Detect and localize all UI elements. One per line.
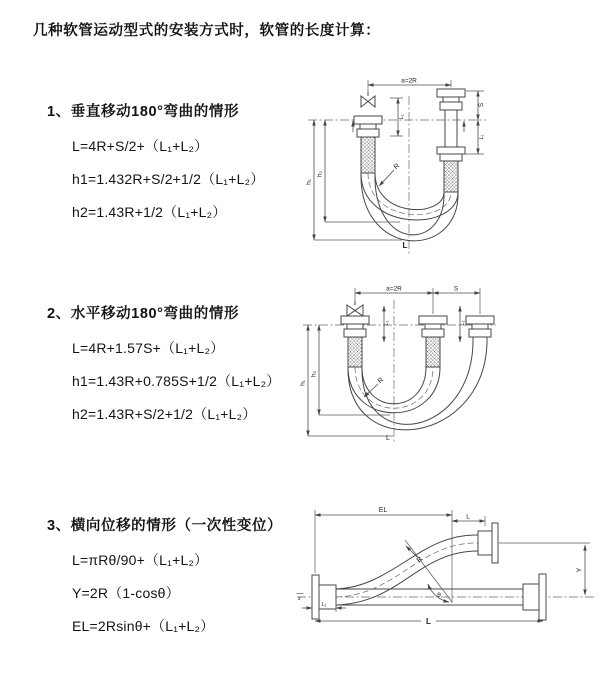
section-3-heading: 3、横向位移的情形（一次性变位） — [47, 518, 283, 534]
centerlines — [305, 96, 486, 256]
section-1-formulas — [47, 130, 264, 229]
displaced-hose-position — [336, 535, 478, 605]
left-pipe-fitting — [354, 116, 382, 173]
displaced-end-flange — [478, 523, 498, 563]
dim-label-s: S — [453, 285, 459, 293]
dim-label-l1: L₁ — [384, 320, 390, 326]
dim-label-h1: h₁ — [299, 380, 307, 386]
section-horizontal-movement — [47, 302, 280, 431]
dim-label-theta: θ — [437, 592, 441, 599]
dim-label-radius: R — [376, 376, 386, 386]
diagram-horizontal-180-bend — [298, 278, 596, 456]
diagram-vertical-180-bend — [302, 70, 594, 262]
formula-line: L=4R+1.57S+（L₁+L₂） — [72, 340, 225, 356]
dim-label-l1: L₁ — [321, 602, 327, 608]
length-dimension — [315, 617, 543, 626]
right-pipe-fitting — [437, 89, 465, 192]
radius-callout — [379, 163, 401, 186]
right-side-dimensions — [463, 91, 485, 154]
dim-label-span: a=2R — [401, 77, 417, 85]
dim-label-length: L — [402, 241, 408, 250]
moved-pipe-fitting — [466, 316, 494, 337]
formula-line: Y=2R（1-cosθ） — [72, 585, 180, 601]
formula-line: h2=1.43R+S/2+1/2（L₁+L₂） — [72, 406, 257, 422]
section-vertical-movement — [47, 100, 264, 229]
top-span-dimensions — [355, 286, 480, 315]
dim-label-length: L — [386, 435, 390, 442]
dim-label-h2: h₂ — [316, 170, 324, 178]
dim-label-span: a=2R — [386, 285, 402, 293]
axis-mark-label: z — [298, 596, 301, 602]
dim-label-h1: h₁ — [305, 179, 313, 185]
left-lead-dimension — [390, 98, 405, 136]
dim-label-l1-left: L₁ — [399, 114, 405, 120]
diagram-lateral-displacement — [293, 500, 600, 645]
formula-line: h1=1.43R+0.785S+1/2（L₁+L₂） — [72, 373, 281, 389]
section-lateral-displacement — [47, 514, 282, 643]
dim-label-h2: h₂ — [310, 370, 318, 378]
valve-icon — [361, 92, 375, 107]
hose-u-bend — [361, 173, 458, 241]
theta-angle-callout — [405, 540, 452, 602]
formula-line: EL=2Rsinθ+（L₁+L₂） — [72, 618, 215, 634]
left-flange — [312, 575, 336, 619]
section-1-heading: 1、垂直移动180°弯曲的情形 — [47, 104, 240, 120]
dim-label-l2: L₂ — [460, 320, 466, 326]
hose-u-bends — [348, 337, 487, 430]
valve-icon — [347, 301, 363, 316]
formula-line: h1=1.432R+S/2+1/2（L₁+L₂） — [72, 171, 265, 187]
dim-label-radius: R — [415, 555, 425, 565]
section-2-formulas — [47, 332, 280, 431]
dim-label-radius: R — [392, 162, 402, 172]
right-flange — [523, 574, 546, 620]
radius-callout — [364, 377, 385, 397]
section-2-heading: 2、水平移动180°弯曲的情形 — [47, 306, 240, 322]
dim-label-y: Y — [576, 567, 584, 573]
formula-line: h2=1.43R+1/2（L₁+L₂） — [72, 204, 227, 220]
page-title: 几种软管运动型式的安装方式时，软管的长度计算： — [33, 23, 381, 39]
dim-label-l1-right: L₁ — [479, 134, 485, 140]
axis-mark — [297, 594, 304, 603]
l1-lead-dimension — [302, 602, 346, 612]
formula-line: L=4R+S/2+（L₁+L₂） — [72, 138, 209, 154]
dim-label-el: EL — [378, 507, 388, 514]
dim-label-length: L — [426, 617, 431, 626]
dim-label-l-top: L — [466, 513, 470, 521]
formula-line: L=πRθ/90+（L₁+L₂） — [72, 552, 209, 568]
section-3-formulas — [47, 544, 282, 643]
middle-pipe-fitting — [419, 316, 447, 367]
left-pipe-fitting — [341, 316, 369, 367]
dim-label-s: S — [478, 102, 485, 108]
